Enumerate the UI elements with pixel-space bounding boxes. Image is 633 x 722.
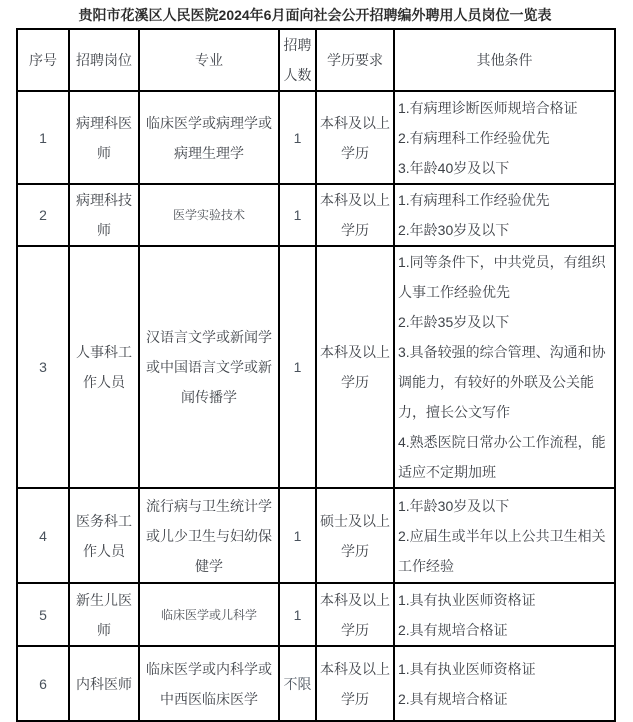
col-header-position: 招聘岗位 [69,29,139,91]
cell-count: 1 [279,91,316,184]
cell-index: 6 [17,646,69,721]
cell-index: 4 [17,488,69,583]
cell-conditions [394,91,615,184]
table-row [17,488,615,583]
cell-position: 医务科工作人员 [69,488,139,583]
table-row [17,583,615,646]
cell-major: 临床医学或儿科学 [139,583,279,646]
condition-line: 2.有病理科工作经验优先 [398,129,550,146]
col-header-count: 招聘人数 [279,29,316,91]
cell-index: 2 [17,184,69,246]
cell-index: 3 [17,246,69,488]
condition-line: 1.有病理科工作经验优先 [398,192,550,208]
cell-count: 1 [279,184,316,246]
cell-education: 本科及以上学历 [316,646,394,721]
cell-position: 病理科技师 [69,184,139,246]
cell-education: 本科及以上学历 [316,246,394,488]
condition-line: 1.有病理诊断医师规培合格证 [398,99,578,116]
cell-education: 本科及以上学历 [316,91,394,184]
table-row [17,646,615,721]
cell-conditions [394,583,615,646]
condition-line: 1.具有执业医师资格证 [398,591,536,608]
cell-major: 汉语言文学或新闻学或中国语言文学或新闻传播学 [139,246,279,488]
table-row [17,91,615,184]
condition-line: 1.年龄30岁及以下 [398,497,510,514]
condition-line: 1.具有执业医师资格证 [398,660,536,677]
col-header-education: 学历要求 [316,29,394,91]
cell-education: 硕士及以上学历 [316,488,394,583]
cell-conditions [394,246,615,488]
job-listing-table [16,28,616,722]
cell-count: 1 [279,583,316,646]
cell-count: 不限 [279,646,316,721]
cell-education: 本科及以上学历 [316,583,394,646]
cell-count: 1 [279,488,316,583]
cell-conditions [394,488,615,583]
cell-conditions [394,646,615,721]
table-row [17,246,615,488]
cell-position: 新生儿医师 [69,583,139,646]
col-header-major: 专业 [139,29,279,91]
cell-major: 医学实验技术 [139,184,279,246]
header-row [17,29,615,91]
cell-education: 本科及以上学历 [316,184,394,246]
col-header-index: 序号 [17,29,69,91]
condition-line: 2.应届生或半年以上公共卫生相关工作经验 [398,527,606,574]
col-header-conditions: 其他条件 [394,29,615,91]
cell-major: 临床医学或病理学或病理生理学 [139,91,279,184]
condition-line: 2.年龄30岁及以下 [398,222,510,238]
condition-line: 3.具备较强的综合管理、沟通和协调能力，有较好的外联及公关能力，擅长公文写作 [398,344,606,420]
cell-major: 临床医学或内科学或中西医临床医学 [139,646,279,721]
cell-conditions [394,184,615,246]
condition-line: 2.具有规培合格证 [398,690,508,707]
cell-position: 病理科医师 [69,91,139,184]
cell-position: 内科医师 [69,646,139,721]
condition-line: 3.年龄40岁及以下 [398,159,510,176]
condition-line: 2.年龄35岁及以下 [398,314,510,330]
cell-index: 5 [17,583,69,646]
condition-line: 4.熟悉医院日常办公工作流程，能适应不定期加班 [398,434,606,480]
page-title: 贵阳市花溪区人民医院2024年6月面向社会公开招聘编外聘用人员岗位一览表 [78,7,552,23]
cell-index: 1 [17,91,69,184]
table-row [17,184,615,246]
cell-count: 1 [279,246,316,488]
cell-position: 人事科工作人员 [69,246,139,488]
condition-line: 2.具有规培合格证 [398,621,508,638]
cell-major: 流行病与卫生统计学或儿少卫生与妇幼保健学 [139,488,279,583]
condition-line: 1.同等条件下，中共党员，有组织人事工作经验优先 [398,254,606,300]
